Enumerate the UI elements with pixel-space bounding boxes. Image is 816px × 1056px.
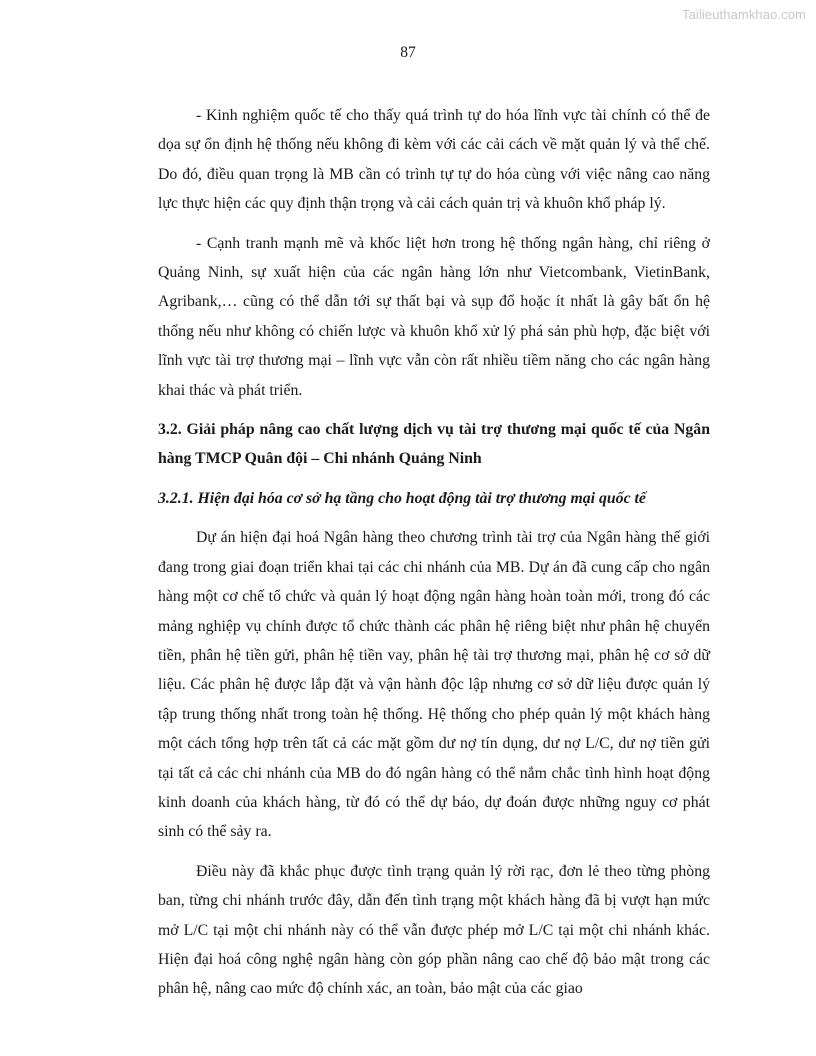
paragraph-management-improvement: Điều này đã khắc phục được tình trạng quản lý rời rạc, đơn lẻ theo từng phòng ban, từng chi nhánh trước đây, dẫn đến tình trạng một khách hàng đã bị vượt hạn mức mở L/C tại một chi nhánh này có thể vẫn được phép mở L/C tại một chi nhánh khác. Hiện đại hoá công nghệ ngân hàng còn góp phần nâng cao chế độ bảo mật trong các phân hệ, nâng cao mức độ chính xác, an toàn, bảo mật của các giao — [158, 862, 710, 998]
document-body — [158, 101, 710, 1014]
section-heading: 3.2. Giải pháp nâng cao chất lượng dịch vụ tài trợ thương mại quốc tế của Ngân hàng TMCP Quân đội – Chi nhánh Quảng Ninh — [158, 421, 710, 468]
paragraph-modernization-project: Dự án hiện đại hoá Ngân hàng theo chương trình tài trợ của Ngân hàng thế giới đang trong giai đoạn triển khai tại các chi nhánh của MB. Dự án đã cung cấp cho ngân hàng một cơ chế tổ chức và quản lý hoạt động ngân hàng hoàn toàn mới, trong đó các mảng nghiệp vụ chính được tổ chức thành các phân hệ riêng biệt như phân hệ chuyển tiền, phân hệ tiền gửi, phân hệ tiền vay, phân hệ tài trợ thương mại, phân hệ cơ sở dữ liệu. Các phân hệ được lắp đặt và vận hành độc lập nhưng cơ sở dữ liệu được quản lý tập trung thống nhất trong toàn hệ thống. Hệ thống cho phép quản lý một khách hàng một cách tổng hợp trên tất cả các mặt gồm dư nợ tín dụng, dư nợ L/C, dư nợ tiền gửi tại tất cả các chi nhánh của MB do đó ngân hàng có thể nắm chắc tình hình hoạt động kinh doanh của khách hàng, từ đó có thể dự báo, dự đoán được những nguy cơ phát sinh có thể sảy ra. — [158, 529, 710, 841]
watermark: Tailieuthamkhao.com — [681, 7, 806, 22]
paragraph-competition: - Cạnh tranh mạnh mẽ và khốc liệt hơn trong hệ thống ngân hàng, chỉ riêng ở Quảng Ninh, sự xuất hiện của các ngân hàng lớn như Vietcombank, VietinBank, Agribank,… cũng có thể dẫn tới sự thất bại và sụp đổ hoặc ít nhất là gây bất ổn hệ thống nếu như không có chiến lược và khuôn khổ xử lý phá sản phù hợp, đặc biệt với lĩnh vực tài trợ thương mại – lĩnh vực vẫn còn rất nhiều tiềm năng cho các ngân hàng khai thác và phát triển. — [158, 234, 710, 399]
paragraph-international-experience: - Kinh nghiệm quốc tế cho thấy quá trình tự do hóa lĩnh vực tài chính có thể đe dọa sự ổn định hệ thống nếu không đi kèm với các cải cách về mặt quản lý và thể chế. Do đó, điều quan trọng là MB cần có trình tự tự do hóa cùng với việc nâng cao năng lực thực hiện các quy định thận trọng và cải cách quản trị và khuôn khổ pháp lý. — [158, 107, 710, 213]
subsection-heading: 3.2.1. Hiện đại hóa cơ sở hạ tầng cho hoạt động tài trợ thương mại quốc tế — [158, 489, 646, 507]
page-number: 87 — [400, 44, 416, 61]
